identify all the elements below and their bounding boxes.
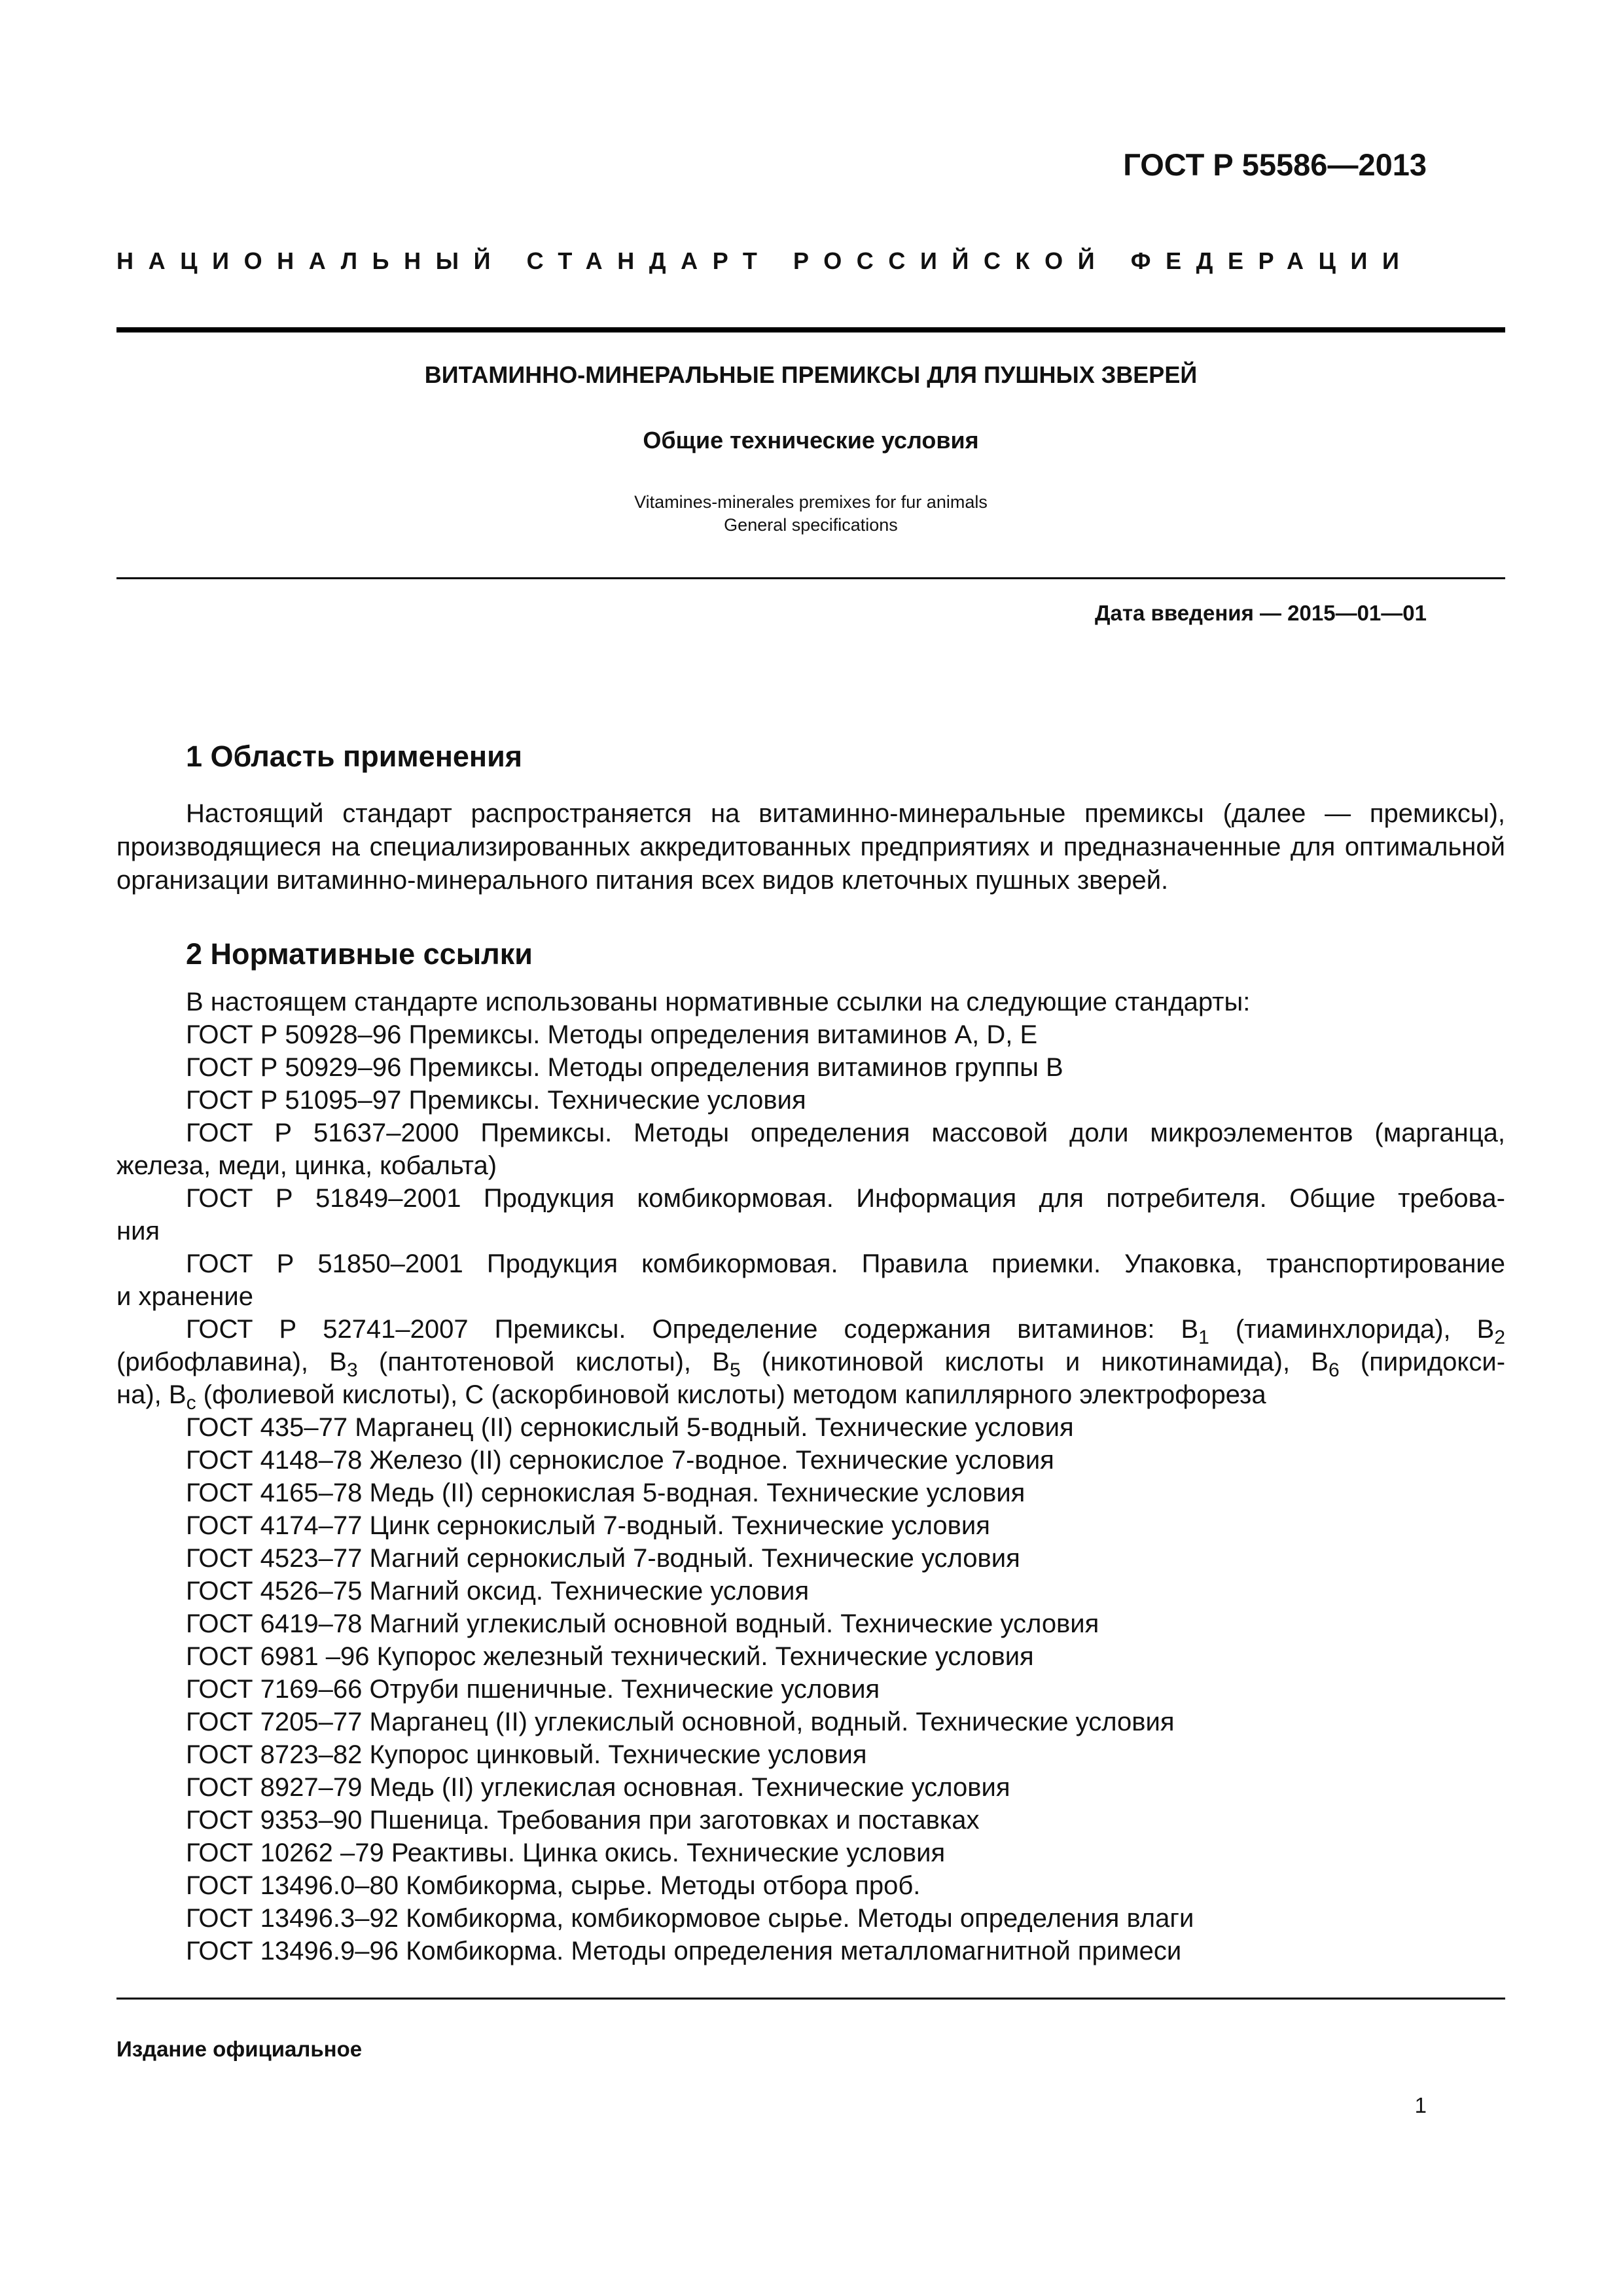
reference-item-continuation: на), $В_с$ (фолиевой кислоты), С (аскорбиновой кислоты) методом капиллярного электрофореза — [116, 1380, 1266, 1414]
section-1-heading: 1 Область применения — [186, 740, 523, 773]
references-intro: В настоящем стандарте использованы нормативные ссылки на следующие стандарты: — [186, 988, 1251, 1016]
reference-item: ГОСТ 4523–77 Магний сернокислый 7-водный. Технические условия — [186, 1544, 1020, 1573]
reference-item: ГОСТ 10262 –79 Реактивы. Цинка окись. Технические условия — [186, 1839, 946, 1867]
reference-item: ГОСТ 7205–77 Марганец (II) углекислый основной, водный. Технические условия — [186, 1708, 1175, 1736]
footer-divider — [116, 1998, 1505, 2000]
title-divider — [116, 577, 1505, 579]
introduction-date: Дата введения — 2015—01—01 — [1095, 601, 1427, 625]
reference-item-vitamins: ГОСТ Р 52741–2007 Премиксы. Определение содержания витаминов: $В_1$ (тиаминхлорида), $В_2$ — [186, 1315, 1505, 1348]
reference-item: ГОСТ 13496.3–92 Комбикорма, комбикормовое сырье. Методы определения влаги — [186, 1904, 1194, 1933]
reference-item: ГОСТ 8723–82 Купорос цинковый. Технические условия — [186, 1740, 867, 1769]
header-divider — [116, 327, 1505, 332]
reference-item: ГОСТ 13496.9–96 Комбикорма. Методы определения металломагнитной примеси — [186, 1937, 1182, 1965]
national-standard-caption: НАЦИОНАЛЬНЫЙ СТАНДАРТ РОССИЙСКОЙ ФЕДЕРАЦИИ — [116, 247, 1414, 274]
document-subtitle: Общие технические условия — [643, 427, 979, 454]
reference-item-continuation: и хранение — [116, 1282, 253, 1311]
reference-item: ГОСТ Р 51850–2001 Продукция комбикормовая. Правила приемки. Упаковка, транспортирование — [186, 1249, 1505, 1278]
reference-item: ГОСТ 4148–78 Железо (II) сернокислое 7-водное. Технические условия — [186, 1446, 1054, 1475]
english-title: Vitamines-minerales premixes for fur animals — [634, 492, 988, 512]
normative-references-list — [116, 986, 1505, 1967]
reference-item: ГОСТ Р 51095–97 Премиксы. Технические условия — [186, 1086, 806, 1115]
reference-item: ГОСТ Р 50928–96 Премиксы. Методы определения витаминов А, D, Е — [186, 1020, 1038, 1049]
reference-item: ГОСТ 8927–79 Медь (II) углекислая основная. Технические условия — [186, 1773, 1010, 1802]
reference-item: ГОСТ 4526–75 Магний оксид. Технические условия — [186, 1577, 810, 1605]
english-subtitle: General specifications — [724, 515, 898, 535]
section-1-text: Настоящий стандарт распространяется на витаминно-минеральные премиксы (далее — премиксы), производящиеся на специализированных аккредитованных предприятиях и предназначенные для оптимальной организации витаминно-минерального питания всех видов клеточных пушных зверей. — [116, 799, 1505, 895]
reference-item: ГОСТ 6981 –96 Купорос железный технический. Технические условия — [186, 1642, 1034, 1671]
document-title: ВИТАМИННО-МИНЕРАЛЬНЫЕ ПРЕМИКСЫ ДЛЯ ПУШНЫХ ЗВЕРЕЙ — [424, 361, 1198, 388]
reference-item: ГОСТ 9353–90 Пшеница. Требования при заготовках и поставках — [186, 1806, 980, 1835]
official-edition-label: Издание официальное — [116, 2037, 363, 2061]
reference-item: ГОСТ 4174–77 Цинк сернокислый 7-водный. Технические условия — [186, 1511, 990, 1540]
reference-item-continuation: (рибофлавина), $В_3$ (пантотеновой кислоты), $В_5$ (никотиновой кислоты и никотинамида), $В_6$ (пиридокси- — [116, 1348, 1506, 1381]
reference-item: ГОСТ Р 50929–96 Премиксы. Методы определения витаминов группы В — [186, 1053, 1063, 1082]
reference-item: ГОСТ Р 51637–2000 Премиксы. Методы определения массовой доли микроэлементов (марганца, — [186, 1119, 1505, 1147]
reference-item: ГОСТ 435–77 Марганец (II) сернокислый 5-водный. Технические условия — [186, 1413, 1074, 1442]
reference-item-continuation: железа, меди, цинка, кобальта) — [116, 1151, 497, 1180]
reference-item: ГОСТ Р 51849–2001 Продукция комбикормовая. Информация для потребителя. Общие требова- — [186, 1184, 1505, 1213]
page-number: 1 — [1414, 2093, 1427, 2117]
reference-item-continuation: ния — [116, 1217, 160, 1246]
reference-item: ГОСТ 6419–78 Магний углекислый основной водный. Технические условия — [186, 1609, 1099, 1638]
reference-item: ГОСТ 13496.0–80 Комбикорма, сырье. Методы отбора проб. — [186, 1871, 921, 1900]
reference-item: ГОСТ 7169–66 Отруби пшеничные. Технические условия — [186, 1675, 880, 1704]
document-number: ГОСТ Р 55586—2013 — [1123, 147, 1427, 182]
reference-item: ГОСТ 4165–78 Медь (II) сернокислая 5-водная. Технические условия — [186, 1479, 1026, 1507]
section-2-heading: 2 Нормативные ссылки — [186, 937, 533, 971]
